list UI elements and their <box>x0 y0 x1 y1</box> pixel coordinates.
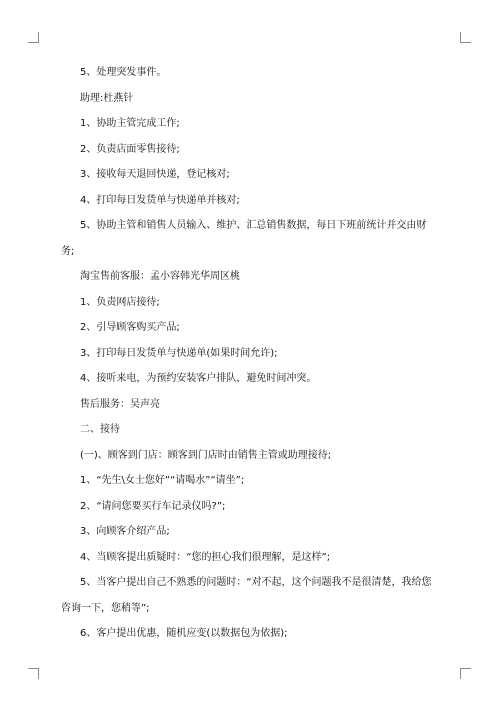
paragraph: 6、客户提出优惠，随机应变(以数据包为依据); <box>80 628 288 639</box>
paragraph: 1、协助主管完成工作; <box>80 118 180 129</box>
paragraph: (一)、顾客到门店：顾客到门店时由销售主管或助理接待; <box>80 449 332 461</box>
paragraph: 3、向顾客介绍产品; <box>80 526 170 537</box>
paragraph: 4、接听来电，为预约安装客户排队，避免时间冲突。 <box>80 373 317 384</box>
paragraph: 1、负责网店接待; <box>80 296 160 308</box>
paragraph: 4、当顾客提出质疑时：“您的担心我们很理解，是这样”; <box>80 551 331 563</box>
paragraph: 2、“请问您要买行车记录仪吗?”; <box>80 500 226 512</box>
paragraph: 售后服务：吴声亮 <box>80 398 160 410</box>
paragraph: 5、当客户提出自己不熟悉的问题时：“对不起，这个问题我不是很清楚，我给您咨询一下，您稍等”; <box>61 577 432 614</box>
paragraph: 4、打印每日发货单与快递单并核对; <box>80 194 240 206</box>
paragraph: 2、负责店面零售接待; <box>80 143 180 155</box>
document-body <box>61 60 437 647</box>
crop-mark-top-right <box>460 32 471 43</box>
paragraph: 3、接收每天退回快递，登记核对; <box>80 169 230 180</box>
paragraph: 助理:杜燕针 <box>80 92 134 104</box>
paragraph: 5、协助主管和销售人员输入、维护、汇总销售数据，每日下班前统计并交由财务; <box>61 220 427 257</box>
crop-mark-bottom-right <box>460 668 471 679</box>
crop-mark-bottom-left <box>28 668 39 679</box>
paragraph: 1、“先生\女士您好”“请喝水”“请坐”; <box>80 475 245 486</box>
paragraph: 3、打印每日发货单与快递单(如果时间允许); <box>80 347 278 359</box>
paragraph: 淘宝售前客服：孟小容韩光华周区桃 <box>80 271 240 282</box>
paragraph: 二、接待 <box>80 424 120 435</box>
paragraph: 2、引导顾客购买产品; <box>80 322 180 333</box>
paragraph: 5、处理突发事件。 <box>80 67 167 78</box>
crop-mark-top-left <box>28 32 39 43</box>
